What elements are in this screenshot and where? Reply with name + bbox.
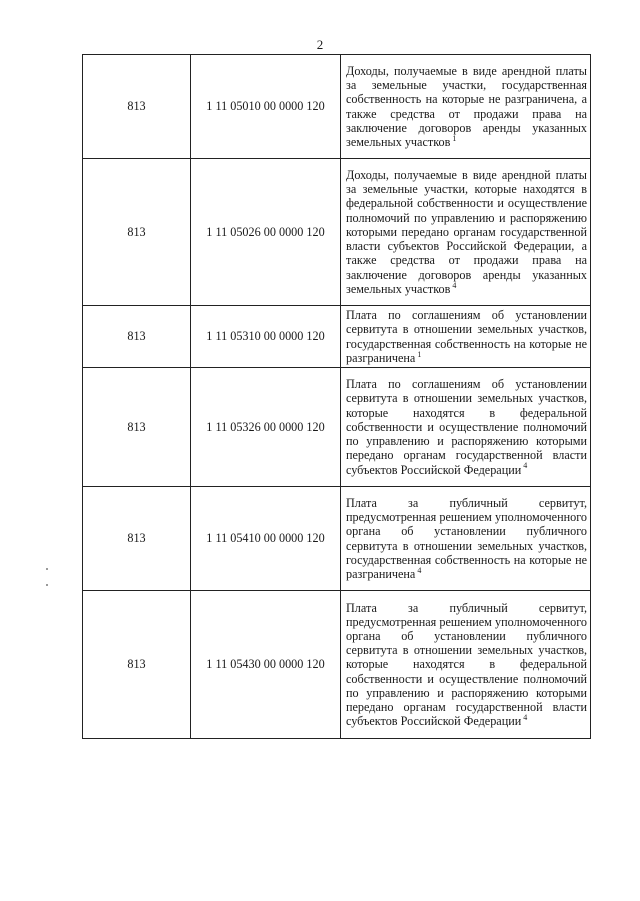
table-row (83, 368, 591, 487)
table-row (83, 55, 591, 159)
scan-speck (46, 568, 48, 570)
budget-classification-code-cell: 1 11 05010 00 0000 120 (191, 55, 341, 159)
budget-classification-code-cell: 1 11 05026 00 0000 120 (191, 159, 341, 306)
footnote-marker: 1 (452, 133, 457, 143)
revenue-name-cell (341, 55, 591, 159)
admin-code-cell: 813 (83, 591, 191, 739)
budget-classification-code-cell: 1 11 05310 00 0000 120 (191, 306, 341, 368)
budget-classification-code-cell: 1 11 05430 00 0000 120 (191, 591, 341, 739)
revenue-name-cell (341, 591, 591, 739)
revenue-name-text: Плата по соглашениям об установлении сервитута в отношении земельных участков, которые находятся в федеральной собственности и осуществление полномочий по управлению и распоряжению которыми передано органам государственной власти субъектов Российской Федерации (346, 377, 587, 477)
table-row (83, 591, 591, 739)
footnote-marker: 4 (452, 280, 457, 290)
footnote-marker: 4 (523, 461, 528, 471)
admin-code-cell: 813 (83, 55, 191, 159)
footnote-marker: 4 (523, 713, 528, 723)
admin-code-cell: 813 (83, 159, 191, 306)
table-row (83, 487, 591, 591)
budget-classification-code-cell: 1 11 05410 00 0000 120 (191, 487, 341, 591)
table-row (83, 306, 591, 368)
revenue-name-text: Доходы, получаемые в виде арендной платы за земельные участки, которые находятся в федеральной собственности и осуществление полномочий по управлению и распоряжению которыми передано органам государственной власти субъектов Российской Федерации, а также средства от продажи права на заключение договоров аренды указанных земельных участков (346, 168, 587, 296)
admin-code-cell: 813 (83, 487, 191, 591)
revenue-name-cell (341, 159, 591, 306)
footnote-marker: 1 (417, 349, 422, 359)
revenue-name-text: Плата за публичный сервитут, предусмотренная решением уполномоченного органа об установлении публичного сервитута в отношении земельных участков, которые находятся в федеральной собственности и осуществление полномочий по управлению и распоряжению которыми передано органам государственной власти субъектов Российской Федерации (346, 600, 587, 729)
revenue-name-text: Плата за публичный сервитут, предусмотренная решением уполномоченного органа об установлении публичного сервитута в отношении земельных участков, государственная собственность на которые не разграничена (346, 495, 587, 581)
budget-classification-code-cell: 1 11 05326 00 0000 120 (191, 368, 341, 487)
revenue-name-text: Доходы, получаемые в виде арендной платы за земельные участки, государственная собственность на которые не разграничена, а также средства от продажи права на заключение договоров аренды указанных земельных участков (346, 63, 587, 149)
admin-code-cell: 813 (83, 368, 191, 487)
page-number: 2 (316, 37, 324, 52)
scan-speck (46, 584, 48, 586)
revenue-name-cell (341, 306, 591, 368)
revenue-name-text: Плата по соглашениям об установлении сервитута в отношении земельных участков, государственная собственность на которые не разграничена (346, 308, 587, 365)
revenue-name-cell (341, 368, 591, 487)
table-row (83, 159, 591, 306)
revenue-name-cell (341, 487, 591, 591)
footnote-marker: 4 (417, 565, 422, 575)
revenue-codes-table (82, 54, 591, 739)
admin-code-cell: 813 (83, 306, 191, 368)
